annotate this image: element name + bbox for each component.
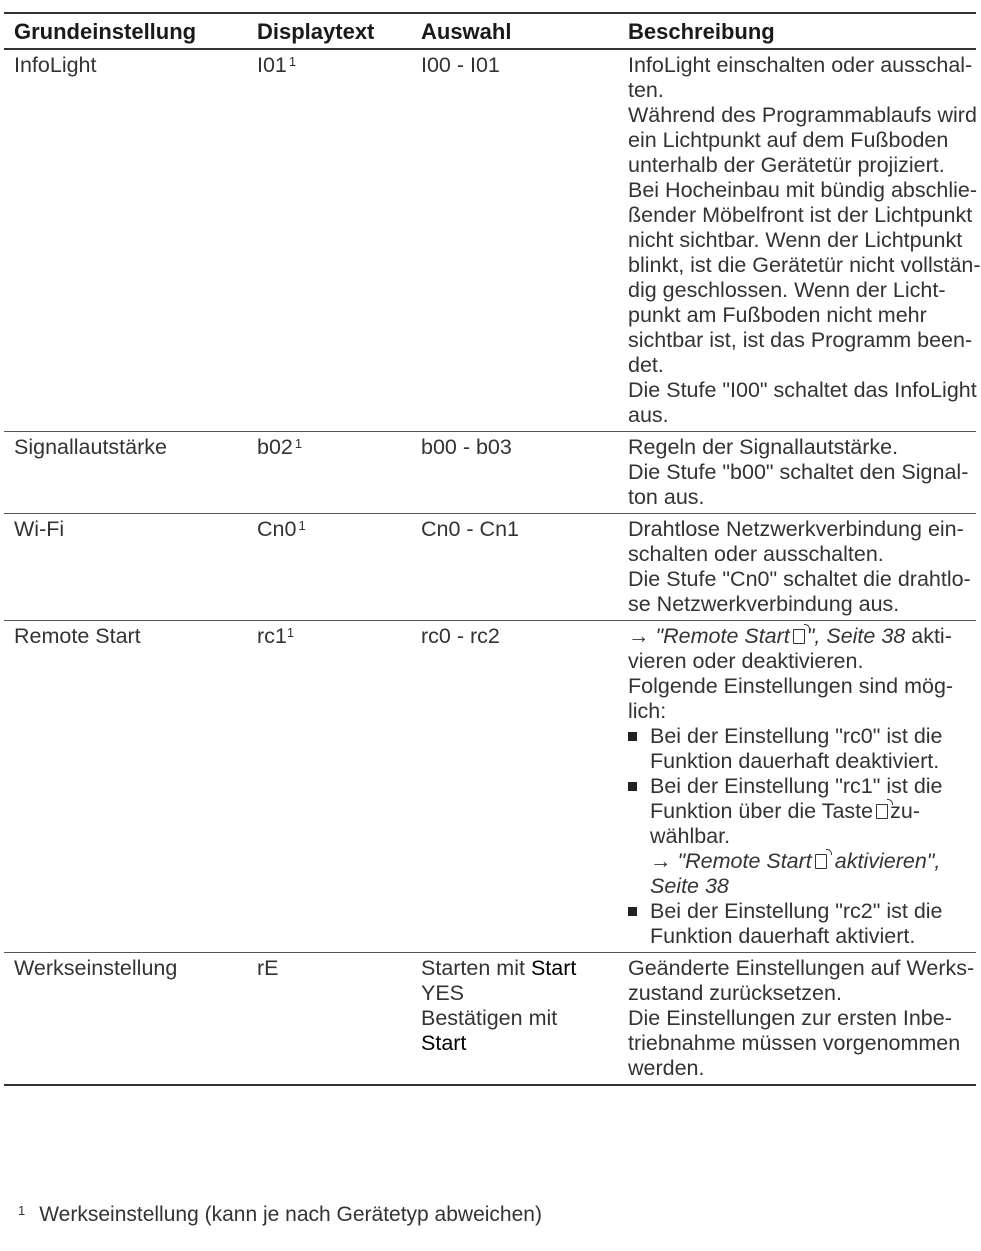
settings-table-page — [4, 12, 981, 1086]
list-item-text: Funktion über die Taste — [650, 799, 874, 823]
list-item-line: Bei der Einstellung "rc2" ist die — [650, 899, 943, 923]
description-line: triebnahme müssen vorgenommen — [628, 1031, 961, 1055]
table-row — [4, 49, 976, 432]
description — [618, 432, 976, 514]
arrow-icon: → — [650, 849, 672, 873]
description-line: Die Stufe "Cn0" schaltet die drahtlo- — [628, 567, 971, 591]
selection-range: I00 - I01 — [421, 53, 500, 77]
list-item — [628, 899, 970, 949]
start-key-label: Start — [530, 956, 577, 980]
cross-reference-line — [628, 624, 970, 649]
footnote-ref: 1 — [294, 436, 303, 451]
column-header-description: Beschreibung — [628, 19, 775, 44]
description-line: det. — [628, 353, 664, 377]
table-row — [4, 432, 976, 514]
description-line: InfoLight einschalten oder ausschal- — [628, 53, 973, 77]
description-line: zustand zurücksetzen. — [628, 981, 842, 1005]
link-text: aktivieren", — [834, 849, 941, 873]
description-text: akti- — [911, 624, 952, 648]
square-bullet-icon — [628, 782, 637, 791]
column-header-display-text: Displaytext — [257, 19, 375, 44]
setting-name: Remote Start — [14, 624, 141, 648]
square-bullet-icon — [628, 907, 637, 916]
display-value: rc1 — [257, 624, 287, 648]
list-item-text: zu- — [890, 799, 920, 823]
column-header-selection: Auswahl — [421, 19, 512, 44]
selection-range: Cn0 - Cn1 — [421, 517, 519, 541]
display-text — [247, 49, 411, 432]
description — [618, 621, 976, 953]
display-value: Cn0 — [257, 517, 297, 541]
description — [618, 49, 981, 432]
list-item — [628, 724, 970, 774]
table-footnote — [18, 1202, 542, 1229]
description-line: unterhalb der Gerätetür projiziert. — [628, 153, 945, 177]
setting-name: InfoLight — [14, 53, 97, 77]
list-item-line: Bei der Einstellung "rc0" ist die — [650, 724, 943, 748]
remote-start-activate-link[interactable] — [677, 849, 940, 873]
description-line: Während des Programmablaufs wird — [628, 103, 977, 127]
description-line: Die Stufe "I00" schaltet das InfoLight — [628, 378, 977, 402]
range-text: Starten mit — [421, 956, 525, 980]
range-line — [421, 956, 612, 981]
selection-range: rc0 - rc2 — [421, 624, 500, 648]
description-line: lich: — [628, 699, 667, 723]
description-line: schalten oder ausschalten. — [628, 542, 884, 566]
setting-name: Werkseinstellung — [14, 956, 178, 980]
description-line: sichtbar ist, ist das Programm been- — [628, 328, 973, 352]
description-line: Geänderte Einstellungen auf Werks- — [628, 956, 975, 980]
setting-name: Signallautstärke — [14, 435, 167, 459]
setting-name: Wi-Fi — [14, 517, 65, 541]
display-text — [247, 621, 411, 953]
description-line: ßender Möbelfront ist der Lichtpunkt — [628, 203, 973, 227]
description-line: Die Stufe "b00" schaltet den Signal- — [628, 460, 969, 484]
column-header-setting: Grundeinstellung — [14, 19, 197, 44]
table-row — [4, 514, 976, 621]
cross-reference-line — [650, 849, 970, 874]
description-line: punkt am Fußboden nicht mehr — [628, 303, 927, 327]
description-line: Regeln der Signallautstärke. — [628, 435, 899, 459]
footnote-ref: 1 — [286, 625, 295, 640]
description-line: Folgende Einstellungen sind mög- — [628, 674, 954, 698]
display-text — [247, 432, 411, 514]
footnote-mark: 1 — [18, 1203, 26, 1218]
footnote-ref: 1 — [298, 518, 306, 533]
range-line: YES — [421, 981, 465, 1005]
table-row — [4, 953, 976, 1086]
description-line: ten. — [628, 78, 664, 102]
link-text: "Remote Start — [655, 624, 790, 648]
description-line: ton aus. — [628, 485, 705, 509]
display-text: rE — [257, 956, 279, 980]
description-line: Bei Hocheinbau mit bündig abschlie- — [628, 178, 977, 202]
description-line: aus. — [628, 403, 669, 427]
description-line: blinkt, ist die Gerätetür nicht vollstän- — [628, 253, 981, 277]
remote-start-icon — [793, 629, 805, 644]
display-value: I01 — [257, 53, 287, 77]
link-page[interactable]: Seite 38 — [650, 874, 729, 898]
list-item-line: Funktion dauerhaft aktiviert. — [650, 924, 916, 948]
display-value: b02 — [257, 435, 293, 459]
start-key-label: Start — [421, 1031, 467, 1055]
description-line: se Netzwerkverbindung aus. — [628, 592, 900, 616]
description-line: dig geschlossen. Wenn der Licht- — [628, 278, 946, 302]
footnote-text: Werkseinstellung (kann je nach Gerätetyp abweichen) — [39, 1203, 542, 1226]
list-item-line — [650, 799, 970, 824]
remote-start-link[interactable] — [655, 624, 905, 648]
description-line: nicht sichtbar. Wenn der Lichtpunkt — [628, 228, 963, 252]
description-line: werden. — [628, 1056, 705, 1080]
list-item-line: wählbar. — [650, 824, 731, 848]
footnote-ref: 1 — [288, 54, 297, 69]
remote-start-icon — [876, 804, 888, 819]
list-item — [628, 774, 970, 899]
list-item-line: Bei der Einstellung "rc1" ist die — [650, 774, 943, 798]
square-bullet-icon — [628, 732, 637, 741]
selection-range: b00 - b03 — [421, 435, 512, 459]
table-row — [4, 621, 976, 953]
description — [618, 514, 976, 621]
range-line: Bestätigen mit — [421, 1006, 558, 1030]
description-line: ein Lichtpunkt auf dem Fußboden — [628, 128, 949, 152]
description-line: Die Einstellungen zur ersten Inbe- — [628, 1006, 952, 1030]
selection-range — [411, 953, 618, 1086]
remote-start-icon — [815, 854, 827, 869]
table-header-row — [4, 13, 976, 49]
basic-settings-table — [4, 12, 981, 1086]
link-page: ", Seite 38 — [806, 624, 906, 648]
description — [618, 953, 976, 1086]
link-text: "Remote Start — [677, 849, 812, 873]
display-text — [247, 514, 411, 621]
list-item-line: Funktion dauerhaft deaktiviert. — [650, 749, 940, 773]
description-line: Drahtlose Netzwerkverbindung ein- — [628, 517, 964, 541]
arrow-icon: → — [628, 624, 650, 648]
description-line: vieren oder deaktivieren. — [628, 649, 864, 673]
